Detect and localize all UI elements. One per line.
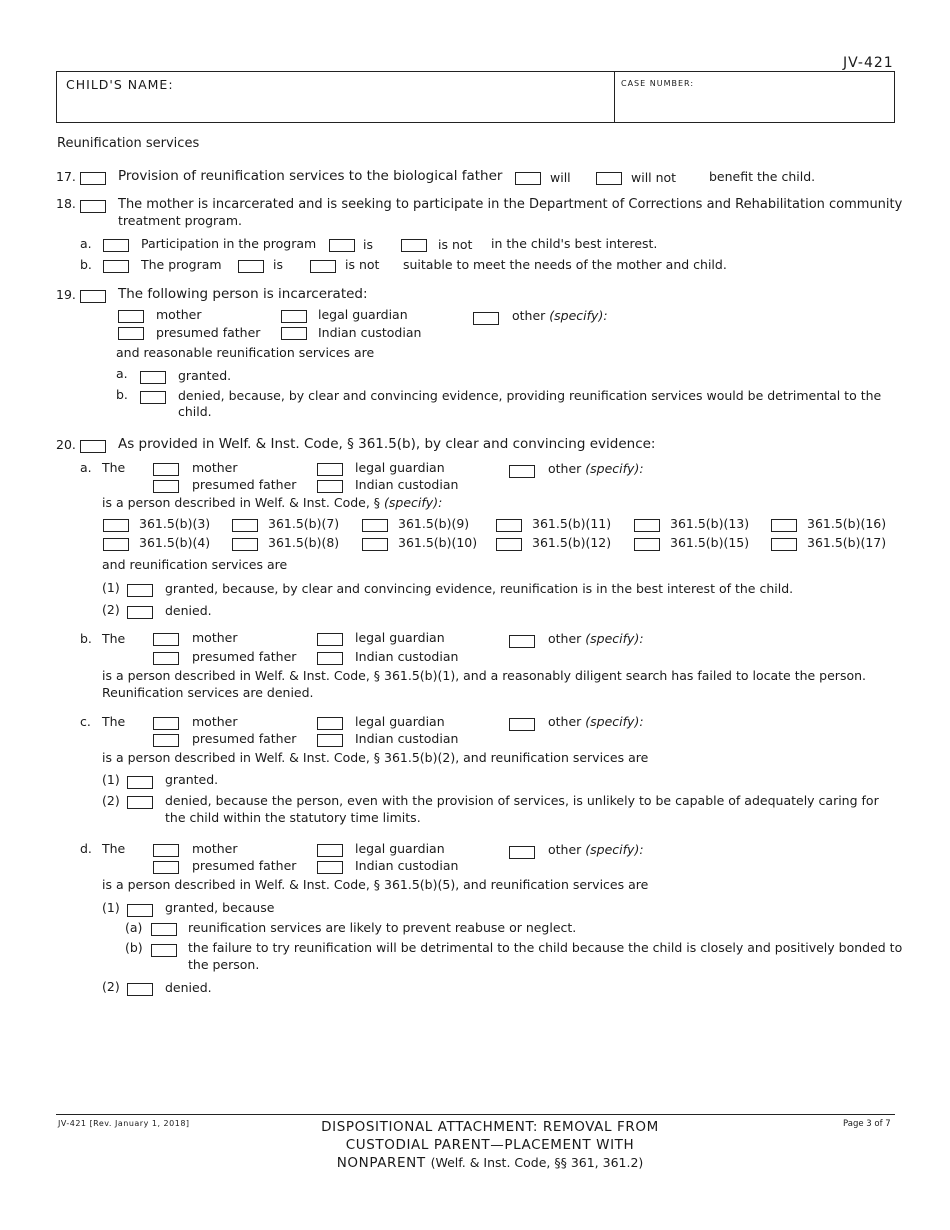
item18a-text: Participation in the program (141, 236, 317, 251)
item19b-text-line1: denied, because, by clear and convincing evidence, providing reunification services would be detrimental to the (178, 388, 882, 403)
item20d-legal-guardian-label: legal guardian (355, 841, 445, 856)
footer-rule (56, 1114, 895, 1115)
code-checkbox[interactable] (634, 519, 660, 532)
item20d-mother-checkbox[interactable] (153, 844, 179, 857)
item19-indian-custodian-checkbox[interactable] (281, 327, 307, 340)
item20d-sub-a-label: (a) (125, 920, 143, 935)
item20a-presumed-father-checkbox[interactable] (153, 480, 179, 493)
item20a-legal-guardian-checkbox[interactable] (317, 463, 343, 476)
item20d-opt2-checkbox[interactable] (127, 983, 153, 996)
item20c-mother-label: mother (192, 714, 238, 729)
item20d-opt2-text: denied. (165, 980, 212, 995)
item19-number: 19. (56, 287, 76, 302)
item20a-the: The (102, 460, 126, 475)
item19a-letter: a. (116, 366, 128, 381)
item18-checkbox[interactable] (80, 200, 106, 213)
item18a-tail: in the child's best interest. (491, 236, 658, 251)
item20c-other-label: other (specify): (548, 714, 644, 729)
item20c-opt2-num: (2) (102, 793, 120, 808)
item19b-text-line2: child. (178, 404, 212, 419)
code-checkbox[interactable] (232, 519, 258, 532)
item20b-presumed-father-label: presumed father (192, 649, 297, 664)
code-label: 361.5(b)(8) (268, 535, 340, 550)
item20a-presumed-father-label: presumed father (192, 477, 297, 492)
item20a-opt1-checkbox[interactable] (127, 584, 153, 597)
item20b-line2: Reunification services are denied. (102, 685, 314, 700)
item20a-legal-guardian-label: legal guardian (355, 460, 445, 475)
item20b-mother-label: mother (192, 630, 238, 645)
item20c-indian-custodian-label: Indian custodian (355, 731, 459, 746)
item20c-opt2-line1: denied, because the person, even with the provision of services, is unlikely to be capable of adequately caring for (165, 793, 879, 808)
code-checkbox[interactable] (103, 519, 129, 532)
item20d-presumed-father-checkbox[interactable] (153, 861, 179, 874)
code-label: 361.5(b)(17) (807, 535, 887, 550)
item20d-indian-custodian-checkbox[interactable] (317, 861, 343, 874)
code-checkbox[interactable] (362, 519, 388, 532)
item20a-indian-custodian-checkbox[interactable] (317, 480, 343, 493)
item19-legal-guardian-label: legal guardian (318, 307, 408, 322)
item18b-is-not-checkbox[interactable] (310, 260, 336, 273)
code-label: 361.5(b)(11) (532, 516, 612, 531)
item20-text: As provided in Welf. & Inst. Code, § 361.5(b), by clear and convincing evidence: (118, 436, 656, 452)
item20b-other-checkbox[interactable] (509, 635, 535, 648)
item18a-is-not-label: is not (438, 237, 473, 252)
item20a-described: is a person described in Welf. & Inst. Code, § (specify): (102, 495, 443, 510)
case-number-field[interactable] (617, 92, 889, 118)
item20a-indian-custodian-label: Indian custodian (355, 477, 459, 492)
item20a-and-reunification: and reunification services are (102, 557, 288, 572)
item18a-is-checkbox[interactable] (329, 239, 355, 252)
item19b-checkbox[interactable] (140, 391, 166, 404)
item20d-sub-a-checkbox[interactable] (151, 923, 177, 936)
item20d-sub-b-line1: the failure to try reunification will be detrimental to the child because the child is closely and positively bonded to (188, 940, 903, 955)
item20a-mother-label: mother (192, 460, 238, 475)
item20a-other-checkbox[interactable] (509, 465, 535, 478)
item19-text: The following person is incarcerated: (118, 286, 368, 302)
item18b-is-checkbox[interactable] (238, 260, 264, 273)
item20b-indian-custodian-checkbox[interactable] (317, 652, 343, 665)
item18b-tail: suitable to meet the needs of the mother and child. (403, 257, 727, 272)
item19a-checkbox[interactable] (140, 371, 166, 384)
item20c-mother-checkbox[interactable] (153, 717, 179, 730)
code-label: 361.5(b)(12) (532, 535, 612, 550)
item20a-opt1-num: (1) (102, 580, 120, 595)
item20c-presumed-father-checkbox[interactable] (153, 734, 179, 747)
item17-number: 17. (56, 169, 76, 184)
item20d-other-checkbox[interactable] (509, 846, 535, 859)
item20a-letter: a. (80, 460, 92, 475)
item20c-opt1-checkbox[interactable] (127, 776, 153, 789)
code-checkbox[interactable] (771, 538, 797, 551)
item19-mother-label: mother (156, 307, 202, 322)
code-checkbox[interactable] (496, 538, 522, 551)
item20c-opt2-checkbox[interactable] (127, 796, 153, 809)
item20d-line1: is a person described in Welf. & Inst. Code, § 361.5(b)(5), and reunification services are (102, 877, 649, 892)
footer-form-rev: JV-421 [Rev. January 1, 2018] (58, 1119, 190, 1128)
item20c-opt1-text: granted. (165, 772, 219, 787)
code-label: 361.5(b)(16) (807, 516, 887, 531)
item19-indian-custodian-label: Indian custodian (318, 325, 422, 340)
item20a-opt2-num: (2) (102, 602, 120, 617)
code-checkbox[interactable] (634, 538, 660, 551)
code-checkbox[interactable] (362, 538, 388, 551)
item20b-indian-custodian-label: Indian custodian (355, 649, 459, 664)
item18b-is-not-label: is not (345, 257, 380, 272)
item20b-line1: is a person described in Welf. & Inst. Code, § 361.5(b)(1), and a reasonably diligent search has failed to locate the person. (102, 668, 867, 683)
item20d-the: The (102, 841, 126, 856)
item20b-letter: b. (80, 631, 92, 646)
code-checkbox[interactable] (103, 538, 129, 551)
item18-number: 18. (56, 196, 76, 211)
item20c-letter: c. (80, 714, 91, 729)
item20d-opt2-num: (2) (102, 979, 120, 994)
item20d-sub-b-label: (b) (125, 940, 143, 955)
item20a-opt2-checkbox[interactable] (127, 606, 153, 619)
item20d-opt1-checkbox[interactable] (127, 904, 153, 917)
item20d-sub-b-line2: the person. (188, 957, 260, 972)
item20d-opt1-num: (1) (102, 900, 120, 915)
item17-will-checkbox[interactable] (515, 172, 541, 185)
footer-title-line1: DISPOSITIONAL ATTACHMENT: REMOVAL FROM (321, 1119, 659, 1135)
item18b-is-label: is (273, 257, 283, 272)
item17-text: Provision of reunification services to the biological father (118, 168, 503, 184)
item18a-is-not-checkbox[interactable] (401, 239, 427, 252)
item19-presumed-father-label: presumed father (156, 325, 261, 340)
section-title: Reunification services (57, 136, 200, 151)
item20a-other-label: other (specify): (548, 461, 644, 476)
code-label: 361.5(b)(10) (398, 535, 478, 550)
code-label: 361.5(b)(15) (670, 535, 750, 550)
item18a-is-label: is (363, 237, 373, 252)
footer-title-line2: CUSTODIAL PARENT—PLACEMENT WITH (345, 1137, 635, 1154)
item20-checkbox[interactable] (80, 440, 106, 453)
item20b-legal-guardian-checkbox[interactable] (317, 633, 343, 646)
case-number-label: CASE NUMBER: (621, 79, 695, 88)
code-checkbox[interactable] (496, 519, 522, 532)
item20a-opt1-text: granted, because, by clear and convincing evidence, reunification is in the best interest of the child. (165, 581, 794, 596)
item20b-other-label: other (specify): (548, 631, 644, 646)
item20d-sub-b-checkbox[interactable] (151, 944, 177, 957)
item20c-opt2-line2: the child within the statutory time limits. (165, 810, 421, 825)
item19a-text: granted. (178, 368, 232, 383)
item20d-sub-a-text: reunification services are likely to prevent reabuse or neglect. (188, 920, 577, 935)
code-checkbox[interactable] (771, 519, 797, 532)
code-label: 361.5(b)(4) (139, 535, 211, 550)
header-divider (614, 72, 615, 122)
code-label: 361.5(b)(9) (398, 516, 470, 531)
item19-legal-guardian-checkbox[interactable] (281, 310, 307, 323)
item20d-letter: d. (80, 841, 92, 856)
item20d-legal-guardian-checkbox[interactable] (317, 844, 343, 857)
item20c-line1: is a person described in Welf. & Inst. Code, § 361.5(b)(2), and reunification services are (102, 750, 649, 765)
item18-text-line1: The mother is incarcerated and is seeking to participate in the Department of Corrections and Rehabilitation community (118, 197, 903, 212)
form-id: JV-421 (843, 55, 894, 71)
item20-number: 20. (56, 437, 76, 452)
code-label: 361.5(b)(13) (670, 516, 750, 531)
childs-name-label: CHILD'S NAME: (66, 77, 174, 92)
item18a-letter: a. (80, 236, 92, 251)
item20c-the: The (102, 714, 126, 729)
item17-will-not-label: will not (631, 170, 677, 185)
item20c-legal-guardian-label: legal guardian (355, 714, 445, 729)
item19b-letter: b. (116, 387, 128, 402)
item20d-presumed-father-label: presumed father (192, 858, 297, 873)
item18b-letter: b. (80, 257, 92, 272)
item17-checkbox[interactable] (80, 172, 106, 185)
item17-will-label: will (550, 170, 571, 185)
item20d-opt1-text: granted, because (165, 900, 275, 915)
item20d-mother-label: mother (192, 841, 238, 856)
item19-other-checkbox[interactable] (473, 312, 499, 325)
item19-checkbox[interactable] (80, 290, 106, 303)
item19-mother-checkbox[interactable] (118, 310, 144, 323)
footer-title (300, 1118, 680, 1173)
item20c-indian-custodian-checkbox[interactable] (317, 734, 343, 747)
item18b-text: The program (141, 257, 222, 272)
code-checkbox[interactable] (232, 538, 258, 551)
item19-and-reasonable: and reasonable reunification services are (116, 345, 375, 360)
item19-presumed-father-checkbox[interactable] (118, 327, 144, 340)
code-label: 361.5(b)(7) (268, 516, 340, 531)
item20c-presumed-father-label: presumed father (192, 731, 297, 746)
item18a-checkbox[interactable] (103, 239, 129, 252)
item20c-opt1-num: (1) (102, 772, 120, 787)
code-label: 361.5(b)(3) (139, 516, 211, 531)
item20b-the: The (102, 631, 126, 646)
item18b-checkbox[interactable] (103, 260, 129, 273)
item20b-legal-guardian-label: legal guardian (355, 630, 445, 645)
item17-will-not-checkbox[interactable] (596, 172, 622, 185)
item20a-opt2-text: denied. (165, 603, 212, 618)
item20d-other-label: other (specify): (548, 842, 644, 857)
footer-page: Page 3 of 7 (843, 1119, 891, 1129)
item20c-other-checkbox[interactable] (509, 718, 535, 731)
item18-text-line2: treatment program. (118, 213, 243, 228)
childs-name-field[interactable] (58, 86, 608, 116)
item20d-indian-custodian-label: Indian custodian (355, 858, 459, 873)
item17-tail: benefit the child. (709, 169, 816, 184)
item20a-mother-checkbox[interactable] (153, 463, 179, 476)
footer-title-line3: NONPARENT (Welf. & Inst. Code, §§ 361, 361.2) (336, 1155, 644, 1172)
item20c-legal-guardian-checkbox[interactable] (317, 717, 343, 730)
item20b-presumed-father-checkbox[interactable] (153, 652, 179, 665)
item19-other-label: other (specify): (512, 308, 608, 323)
item20b-mother-checkbox[interactable] (153, 633, 179, 646)
